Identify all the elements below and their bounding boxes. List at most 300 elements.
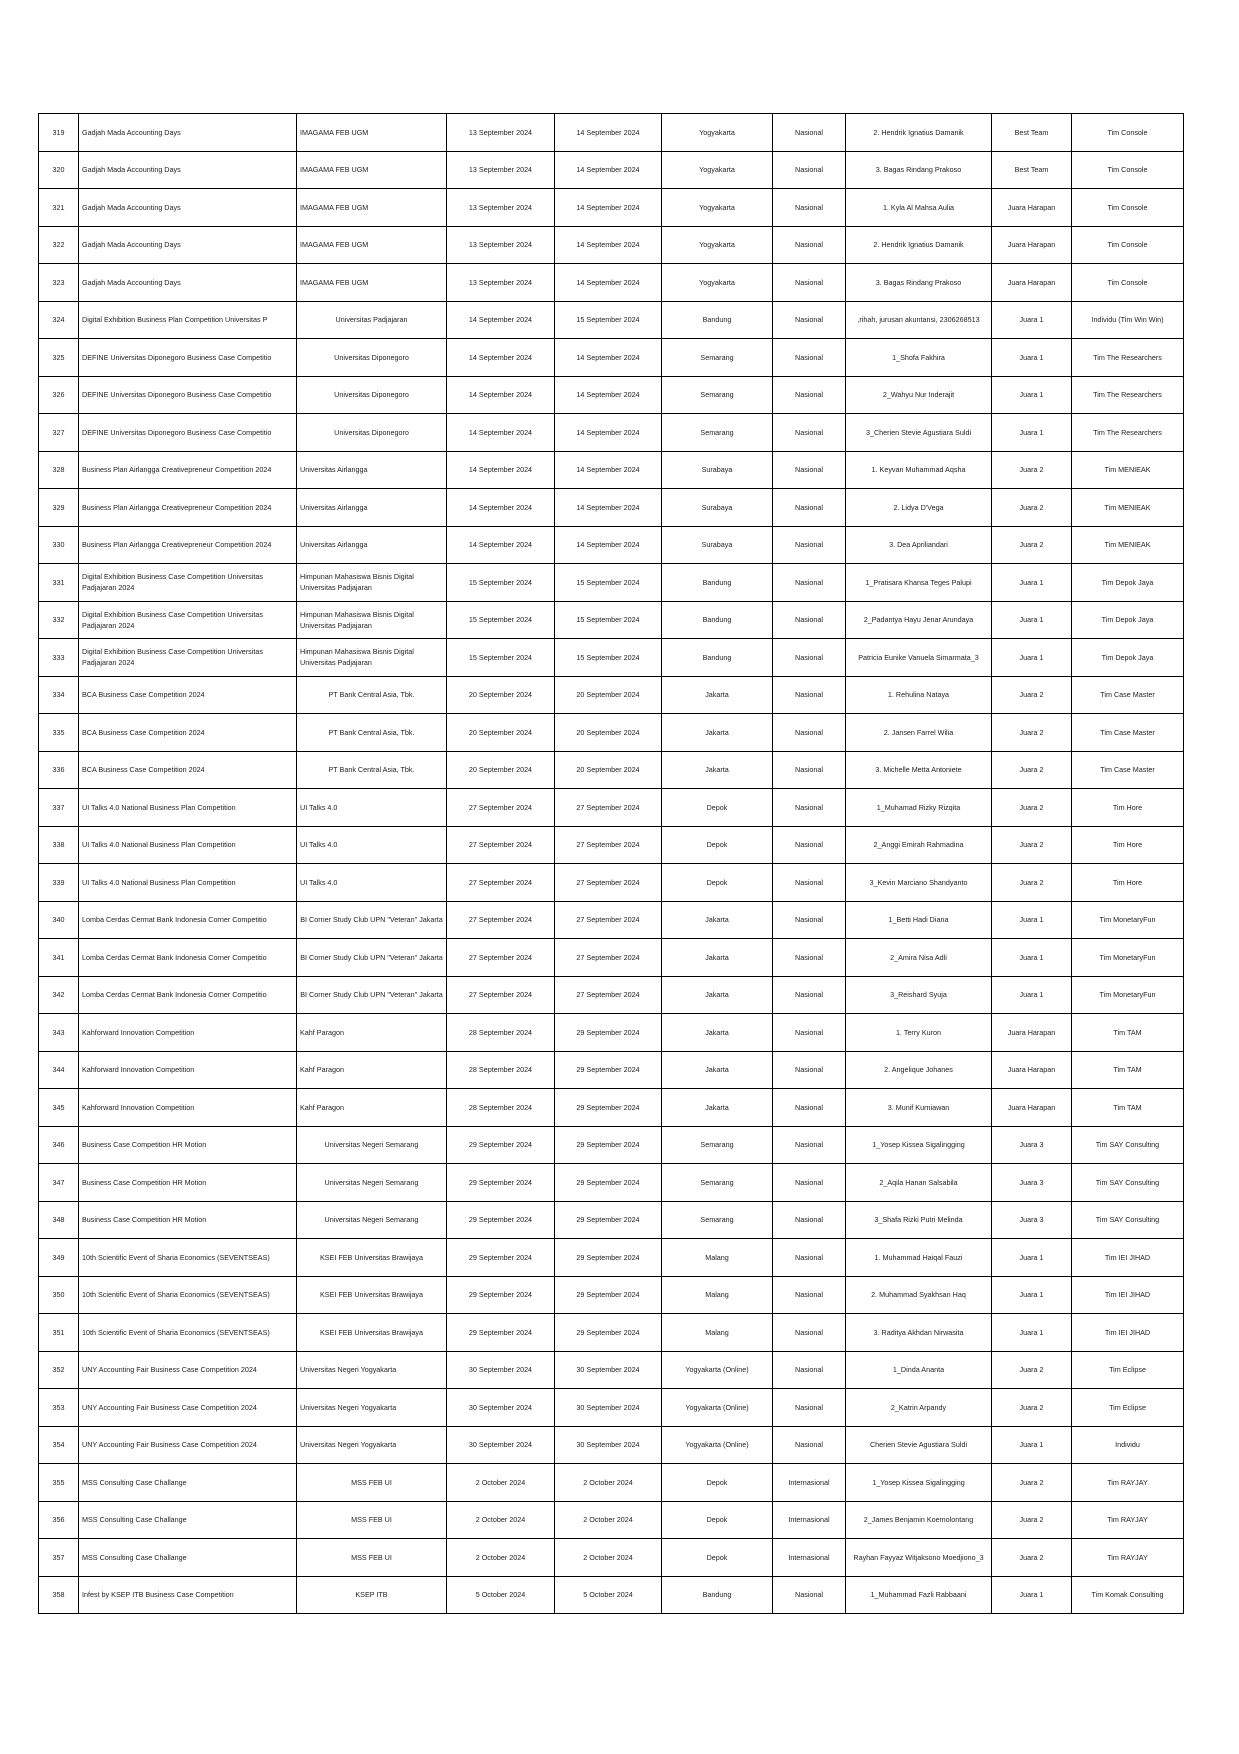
team-cell: Tim MonetaryFun (1072, 939, 1184, 977)
award-cell: Juara 3 (992, 1126, 1072, 1164)
level-cell: Nasional (773, 751, 846, 789)
award-cell: Juara 2 (992, 1539, 1072, 1577)
table-row (39, 1276, 1184, 1314)
row-number-cell: 332 (39, 601, 79, 639)
end-date-cell: 27 September 2024 (555, 939, 662, 977)
event-name-cell: UNY Accounting Fair Business Case Competition 2024 (79, 1426, 297, 1464)
organizer-cell: UI Talks 4.0 (297, 789, 447, 827)
level-cell: Nasional (773, 451, 846, 489)
city-cell: Jakarta (662, 1014, 773, 1052)
start-date-cell: 14 September 2024 (447, 451, 555, 489)
level-cell: Nasional (773, 639, 846, 677)
event-name-cell: Gadjah Mada Accounting Days (79, 264, 297, 302)
city-cell: Jakarta (662, 714, 773, 752)
end-date-cell: 29 September 2024 (555, 1276, 662, 1314)
event-name-cell: MSS Consulting Case Challange (79, 1539, 297, 1577)
start-date-cell: 14 September 2024 (447, 489, 555, 527)
organizer-cell: KSEP ITB (297, 1576, 447, 1614)
event-name-cell: Kahforward Innovation Competition (79, 1089, 297, 1127)
row-number-cell: 326 (39, 376, 79, 414)
level-cell: Nasional (773, 1426, 846, 1464)
row-number-cell: 328 (39, 451, 79, 489)
award-cell: Juara 2 (992, 489, 1072, 527)
organizer-cell: Universitas Negeri Semarang (297, 1201, 447, 1239)
row-number-cell: 342 (39, 976, 79, 1014)
event-name-cell: DEFINE Universitas Diponegoro Business Case Competitio (79, 376, 297, 414)
participant-cell: 1_Dinda Ananta (846, 1351, 992, 1389)
team-cell: Tim Depok Jaya (1072, 601, 1184, 639)
table-row (39, 526, 1184, 564)
participant-cell: 1. Kyla Al Mahsa Aulia (846, 189, 992, 227)
team-cell: Tim Komak Consulting (1072, 1576, 1184, 1614)
start-date-cell: 29 September 2024 (447, 1164, 555, 1202)
row-number-cell: 335 (39, 714, 79, 752)
participant-cell: 3. Michelle Metta Antoniete (846, 751, 992, 789)
organizer-cell: PT Bank Central Asia, Tbk. (297, 676, 447, 714)
row-number-cell: 352 (39, 1351, 79, 1389)
end-date-cell: 15 September 2024 (555, 301, 662, 339)
participant-cell: 3_Reishard Syuja (846, 976, 992, 1014)
team-cell: Tim TAM (1072, 1051, 1184, 1089)
row-number-cell: 354 (39, 1426, 79, 1464)
end-date-cell: 29 September 2024 (555, 1051, 662, 1089)
team-cell: Tim TAM (1072, 1089, 1184, 1127)
end-date-cell: 14 September 2024 (555, 414, 662, 452)
event-name-cell: Gadjah Mada Accounting Days (79, 189, 297, 227)
participant-cell: 2_Aqila Hanan Salsabila (846, 1164, 992, 1202)
award-cell: Juara 3 (992, 1164, 1072, 1202)
row-number-cell: 346 (39, 1126, 79, 1164)
team-cell: Tim Case Master (1072, 751, 1184, 789)
team-cell: Tim MENIEAK (1072, 489, 1184, 527)
level-cell: Nasional (773, 976, 846, 1014)
participant-cell: 1_Pratisara Khansa Teges Palupi (846, 564, 992, 602)
table-row (39, 789, 1184, 827)
organizer-cell: KSEI FEB Universitas Brawijaya (297, 1276, 447, 1314)
start-date-cell: 28 September 2024 (447, 1051, 555, 1089)
event-name-cell: Business Case Competition HR Motion (79, 1201, 297, 1239)
organizer-cell: PT Bank Central Asia, Tbk. (297, 751, 447, 789)
participant-cell: 2. Hendrik Ignatius Damanik (846, 226, 992, 264)
table-row (39, 1201, 1184, 1239)
table-row (39, 451, 1184, 489)
end-date-cell: 27 September 2024 (555, 976, 662, 1014)
participant-cell: 3_Rayhan Fayyaz Witjaksono Moedjiono (846, 1539, 992, 1577)
team-cell: Tim Hore (1072, 864, 1184, 902)
event-name-cell: Infest by KSEP ITB Business Case Competition (79, 1576, 297, 1614)
row-number-cell: 349 (39, 1239, 79, 1277)
city-cell: Depok (662, 789, 773, 827)
table-row (39, 1239, 1184, 1277)
team-cell: Tim IEI JIHAD (1072, 1276, 1184, 1314)
table-row (39, 1126, 1184, 1164)
start-date-cell: 2 October 2024 (447, 1501, 555, 1539)
row-number-cell: 357 (39, 1539, 79, 1577)
team-cell: Tim IEI JIHAD (1072, 1239, 1184, 1277)
row-number-cell: 321 (39, 189, 79, 227)
start-date-cell: 27 September 2024 (447, 976, 555, 1014)
start-date-cell: 27 September 2024 (447, 826, 555, 864)
start-date-cell: 15 September 2024 (447, 564, 555, 602)
organizer-cell: IMAGAMA FEB UGM (297, 151, 447, 189)
row-number-cell: 333 (39, 639, 79, 677)
city-cell: Jakarta (662, 901, 773, 939)
row-number-cell: 343 (39, 1014, 79, 1052)
table-row (39, 976, 1184, 1014)
table-row (39, 189, 1184, 227)
row-number-cell: 336 (39, 751, 79, 789)
city-cell: Yogyakarta (662, 264, 773, 302)
participant-cell: 1_Muhamad Rizky Rizqita (846, 789, 992, 827)
event-name-cell: MSS Consulting Case Challange (79, 1501, 297, 1539)
team-cell: Tim Console (1072, 264, 1184, 302)
award-cell: Juara 1 (992, 1314, 1072, 1352)
city-cell: Bandung (662, 301, 773, 339)
end-date-cell: 30 September 2024 (555, 1426, 662, 1464)
organizer-cell: UI Talks 4.0 (297, 826, 447, 864)
city-cell: Jakarta (662, 1051, 773, 1089)
row-number-cell: 329 (39, 489, 79, 527)
end-date-cell: 14 September 2024 (555, 189, 662, 227)
participant-cell: 2_Katrin Arpandy (846, 1389, 992, 1427)
participant-cell: 1. Keyvan Muhammad Aqsha (846, 451, 992, 489)
participant-cell: 1. Terry Kuron (846, 1014, 992, 1052)
row-number-cell: 325 (39, 339, 79, 377)
participant-cell: 3. Raditya Akhdan Nirwasita (846, 1314, 992, 1352)
level-cell: Nasional (773, 1314, 846, 1352)
achievement-table (38, 113, 1184, 1614)
city-cell: Bandung (662, 564, 773, 602)
event-name-cell: Digital Exhibition Business Plan Competition Universitas P (79, 301, 297, 339)
event-name-cell: Lomba Cerdas Cermat Bank Indonesia Corner Competitio (79, 901, 297, 939)
organizer-cell: Universitas Negeri Semarang (297, 1126, 447, 1164)
table-row (39, 1464, 1184, 1502)
row-number-cell: 351 (39, 1314, 79, 1352)
end-date-cell: 29 September 2024 (555, 1239, 662, 1277)
level-cell: Nasional (773, 414, 846, 452)
award-cell: Juara 2 (992, 1464, 1072, 1502)
team-cell: Tim Console (1072, 114, 1184, 152)
level-cell: Nasional (773, 1051, 846, 1089)
participant-cell: 1. Rehulina Nataya (846, 676, 992, 714)
award-cell: Juara 1 (992, 939, 1072, 977)
level-cell: Internasional (773, 1539, 846, 1577)
start-date-cell: 13 September 2024 (447, 151, 555, 189)
level-cell: Nasional (773, 714, 846, 752)
city-cell: Yogyakarta (662, 189, 773, 227)
team-cell: Tim Console (1072, 151, 1184, 189)
row-number-cell: 347 (39, 1164, 79, 1202)
city-cell: Malang (662, 1314, 773, 1352)
team-cell: Tim MonetaryFun (1072, 901, 1184, 939)
organizer-cell: Kahf Paragon (297, 1089, 447, 1127)
team-cell: Tim The Researchers (1072, 414, 1184, 452)
level-cell: Nasional (773, 901, 846, 939)
organizer-cell: Universitas Negeri Yogyakarta (297, 1389, 447, 1427)
city-cell: Semarang (662, 376, 773, 414)
start-date-cell: 20 September 2024 (447, 676, 555, 714)
end-date-cell: 14 September 2024 (555, 489, 662, 527)
city-cell: Jakarta (662, 751, 773, 789)
award-cell: Juara 1 (992, 339, 1072, 377)
organizer-cell: KSEI FEB Universitas Brawijaya (297, 1239, 447, 1277)
table-row (39, 114, 1184, 152)
team-cell: Tim Console (1072, 189, 1184, 227)
start-date-cell: 15 September 2024 (447, 639, 555, 677)
row-number-cell: 340 (39, 901, 79, 939)
organizer-cell: IMAGAMA FEB UGM (297, 264, 447, 302)
award-cell: Juara Harapan (992, 1014, 1072, 1052)
organizer-cell: Universitas Negeri Semarang (297, 1164, 447, 1202)
end-date-cell: 14 September 2024 (555, 376, 662, 414)
team-cell: Tim Case Master (1072, 676, 1184, 714)
organizer-cell: Universitas Negeri Yogyakarta (297, 1351, 447, 1389)
award-cell: Juara Harapan (992, 226, 1072, 264)
city-cell: Semarang (662, 1126, 773, 1164)
organizer-cell: Universitas Airlangga (297, 451, 447, 489)
start-date-cell: 13 September 2024 (447, 264, 555, 302)
team-cell: Tim RAYJAY (1072, 1501, 1184, 1539)
table-row (39, 489, 1184, 527)
participant-cell: rihah, jurusan akuntansi, 2306268513, (846, 301, 992, 339)
end-date-cell: 29 September 2024 (555, 1201, 662, 1239)
row-number-cell: 344 (39, 1051, 79, 1089)
team-cell: Tim Depok Jaya (1072, 564, 1184, 602)
level-cell: Nasional (773, 376, 846, 414)
table-body (39, 114, 1184, 1614)
participant-cell: 2_James Benjamin Koemolontang (846, 1501, 992, 1539)
start-date-cell: 13 September 2024 (447, 226, 555, 264)
row-number-cell: 327 (39, 414, 79, 452)
organizer-cell: Universitas Diponegoro (297, 339, 447, 377)
award-cell: Juara 2 (992, 1351, 1072, 1389)
event-name-cell: Business Case Competition HR Motion (79, 1164, 297, 1202)
city-cell: Bandung (662, 601, 773, 639)
event-name-cell: BCA Business Case Competition 2024 (79, 751, 297, 789)
start-date-cell: 29 September 2024 (447, 1126, 555, 1164)
participant-cell: 2. Muhammad Syakhsan Haq (846, 1276, 992, 1314)
award-cell: Juara 2 (992, 1501, 1072, 1539)
start-date-cell: 13 September 2024 (447, 189, 555, 227)
team-cell: Tim The Researchers (1072, 376, 1184, 414)
start-date-cell: 13 September 2024 (447, 114, 555, 152)
row-number-cell: 341 (39, 939, 79, 977)
award-cell: Juara Harapan (992, 264, 1072, 302)
award-cell: Juara 1 (992, 376, 1072, 414)
city-cell: Yogyakarta (Online) (662, 1389, 773, 1427)
row-number-cell: 337 (39, 789, 79, 827)
team-cell: Tim The Researchers (1072, 339, 1184, 377)
table-row (39, 376, 1184, 414)
start-date-cell: 15 September 2024 (447, 601, 555, 639)
end-date-cell: 15 September 2024 (555, 639, 662, 677)
team-cell: Tim RAYJAY (1072, 1464, 1184, 1502)
end-date-cell: 2 October 2024 (555, 1501, 662, 1539)
team-cell: Tim MENIEAK (1072, 451, 1184, 489)
city-cell: Yogyakarta (Online) (662, 1426, 773, 1464)
team-cell: Tim Eclipse (1072, 1351, 1184, 1389)
end-date-cell: 20 September 2024 (555, 714, 662, 752)
end-date-cell: 27 September 2024 (555, 901, 662, 939)
participant-cell: 1_Shofa Fakhira (846, 339, 992, 377)
city-cell: Bandung (662, 639, 773, 677)
table-row (39, 751, 1184, 789)
event-name-cell: DEFINE Universitas Diponegoro Business Case Competitio (79, 339, 297, 377)
level-cell: Nasional (773, 1351, 846, 1389)
level-cell: Nasional (773, 526, 846, 564)
table-row (39, 1164, 1184, 1202)
table-row (39, 639, 1184, 677)
start-date-cell: 14 September 2024 (447, 376, 555, 414)
start-date-cell: 28 September 2024 (447, 1089, 555, 1127)
team-cell: Tim SAY Consulting (1072, 1201, 1184, 1239)
organizer-cell: Himpunan Mahasiswa Bisnis Digital Universitas Padjajaran (297, 639, 447, 677)
team-cell: Tim Hore (1072, 789, 1184, 827)
start-date-cell: 20 September 2024 (447, 714, 555, 752)
start-date-cell: 27 September 2024 (447, 939, 555, 977)
end-date-cell: 29 September 2024 (555, 1089, 662, 1127)
organizer-cell: Universitas Airlangga (297, 526, 447, 564)
city-cell: Semarang (662, 414, 773, 452)
event-name-cell: Digital Exhibition Business Case Competition Universitas Padjajaran 2024 (79, 639, 297, 677)
organizer-cell: Kahf Paragon (297, 1014, 447, 1052)
level-cell: Nasional (773, 1389, 846, 1427)
start-date-cell: 27 September 2024 (447, 864, 555, 902)
award-cell: Juara 1 (992, 1426, 1072, 1464)
level-cell: Nasional (773, 1089, 846, 1127)
participant-cell: 1_Muhammad Fazli Rabbaani (846, 1576, 992, 1614)
team-cell: Individu (1072, 1426, 1184, 1464)
award-cell: Juara 2 (992, 1389, 1072, 1427)
organizer-cell: Himpunan Mahasiswa Bisnis Digital Universitas Padjajaran (297, 564, 447, 602)
level-cell: Nasional (773, 789, 846, 827)
row-number-cell: 348 (39, 1201, 79, 1239)
event-name-cell: UNY Accounting Fair Business Case Competition 2024 (79, 1351, 297, 1389)
city-cell: Depok (662, 1501, 773, 1539)
participant-cell: 3_Kevin Marciano Shandyanto (846, 864, 992, 902)
table-row (39, 1576, 1184, 1614)
city-cell: Depok (662, 864, 773, 902)
level-cell: Nasional (773, 339, 846, 377)
level-cell: Nasional (773, 1126, 846, 1164)
event-name-cell: Business Case Competition HR Motion (79, 1126, 297, 1164)
event-name-cell: Business Plan Airlangga Creativepreneur Competition 2024 (79, 451, 297, 489)
team-cell: Tim TAM (1072, 1014, 1184, 1052)
end-date-cell: 20 September 2024 (555, 751, 662, 789)
participant-cell: 2. Jansen Farrel Wilia (846, 714, 992, 752)
table-row (39, 1426, 1184, 1464)
award-cell: Juara 2 (992, 826, 1072, 864)
table-row (39, 1351, 1184, 1389)
city-cell: Semarang (662, 339, 773, 377)
city-cell: Surabaya (662, 526, 773, 564)
organizer-cell: IMAGAMA FEB UGM (297, 114, 447, 152)
row-number-cell: 355 (39, 1464, 79, 1502)
level-cell: Nasional (773, 864, 846, 902)
award-cell: Juara 1 (992, 976, 1072, 1014)
organizer-cell: Universitas Airlangga (297, 489, 447, 527)
city-cell: Depok (662, 826, 773, 864)
team-cell: Tim Depok Jaya (1072, 639, 1184, 677)
end-date-cell: 14 September 2024 (555, 526, 662, 564)
organizer-cell: Universitas Diponegoro (297, 376, 447, 414)
row-number-cell: 345 (39, 1089, 79, 1127)
end-date-cell: 27 September 2024 (555, 864, 662, 902)
award-cell: Juara 2 (992, 676, 1072, 714)
award-cell: Juara 2 (992, 526, 1072, 564)
city-cell: Depok (662, 1539, 773, 1577)
table-row (39, 226, 1184, 264)
participant-cell: 3. Bagas Rindang Prakoso (846, 151, 992, 189)
city-cell: Surabaya (662, 451, 773, 489)
participant-cell: 3. Dea Apriliandari (846, 526, 992, 564)
participant-cell: 3. Bagas Rindang Prakoso (846, 264, 992, 302)
level-cell: Nasional (773, 1239, 846, 1277)
level-cell: Nasional (773, 601, 846, 639)
table-row (39, 1051, 1184, 1089)
table-row (39, 1089, 1184, 1127)
award-cell: Juara Harapan (992, 189, 1072, 227)
participant-cell: 2. Hendrik Ignatius Damanik (846, 114, 992, 152)
row-number-cell: 353 (39, 1389, 79, 1427)
event-name-cell: Kahforward Innovation Competition (79, 1051, 297, 1089)
level-cell: Nasional (773, 826, 846, 864)
level-cell: Nasional (773, 1276, 846, 1314)
team-cell: Tim Eclipse (1072, 1389, 1184, 1427)
row-number-cell: 330 (39, 526, 79, 564)
table-row (39, 1539, 1184, 1577)
organizer-cell: Universitas Negeri Yogyakarta (297, 1426, 447, 1464)
organizer-cell: PT Bank Central Asia, Tbk. (297, 714, 447, 752)
team-cell: Tim IEI JIHAD (1072, 1314, 1184, 1352)
start-date-cell: 29 September 2024 (447, 1314, 555, 1352)
row-number-cell: 350 (39, 1276, 79, 1314)
level-cell: Nasional (773, 189, 846, 227)
level-cell: Nasional (773, 1201, 846, 1239)
event-name-cell: Lomba Cerdas Cermat Bank Indonesia Corner Competitio (79, 976, 297, 1014)
end-date-cell: 5 October 2024 (555, 1576, 662, 1614)
level-cell: Nasional (773, 564, 846, 602)
table-row (39, 901, 1184, 939)
row-number-cell: 358 (39, 1576, 79, 1614)
row-number-cell: 320 (39, 151, 79, 189)
event-name-cell: Gadjah Mada Accounting Days (79, 114, 297, 152)
table-row (39, 864, 1184, 902)
table-row (39, 601, 1184, 639)
award-cell: Juara 1 (992, 639, 1072, 677)
organizer-cell: MSS FEB UI (297, 1464, 447, 1502)
team-cell: Individu (Tim Win Win) (1072, 301, 1184, 339)
organizer-cell: BI Corner Study Club UPN "Veteran" Jakarta (297, 976, 447, 1014)
award-cell: Juara Harapan (992, 1089, 1072, 1127)
organizer-cell: Universitas Padjajaran (297, 301, 447, 339)
row-number-cell: 356 (39, 1501, 79, 1539)
start-date-cell: 14 September 2024 (447, 414, 555, 452)
start-date-cell: 14 September 2024 (447, 339, 555, 377)
award-cell: Juara 2 (992, 751, 1072, 789)
participant-cell: 2_Padantya Hayu Jenar Arundaya (846, 601, 992, 639)
organizer-cell: Kahf Paragon (297, 1051, 447, 1089)
table-row (39, 301, 1184, 339)
end-date-cell: 14 September 2024 (555, 226, 662, 264)
organizer-cell: BI Corner Study Club UPN "Veteran" Jakarta (297, 901, 447, 939)
city-cell: Yogyakarta (662, 114, 773, 152)
start-date-cell: 30 September 2024 (447, 1351, 555, 1389)
team-cell: Tim SAY Consulting (1072, 1164, 1184, 1202)
team-cell: Tim Hore (1072, 826, 1184, 864)
level-cell: Nasional (773, 939, 846, 977)
level-cell: Nasional (773, 264, 846, 302)
